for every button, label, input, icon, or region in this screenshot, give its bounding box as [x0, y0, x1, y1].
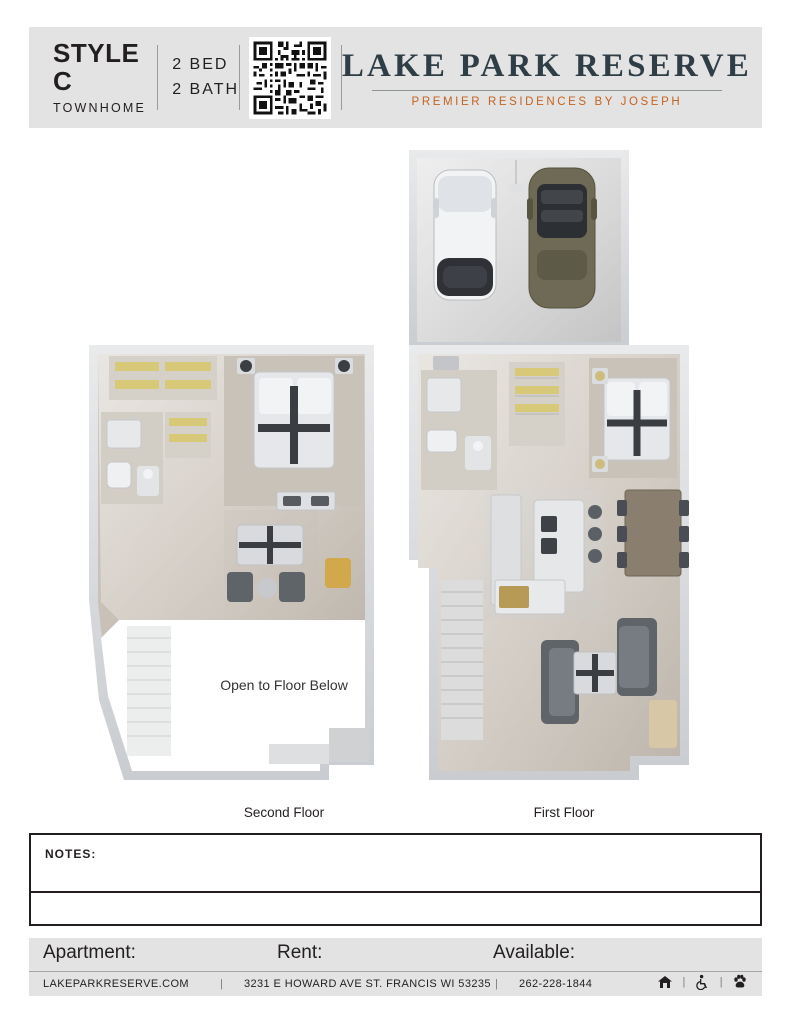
footer-fields [29, 938, 762, 971]
first-floor-closet [509, 362, 565, 446]
notes-divider [31, 891, 760, 893]
accessibility-icon [695, 974, 711, 990]
floor-plan-illustration [29, 140, 762, 830]
qr-code-icon[interactable] [249, 37, 331, 119]
header-bar [29, 27, 762, 128]
brand-rule [372, 90, 722, 91]
footer-contact [29, 972, 762, 996]
qr-block [240, 27, 341, 128]
notes-box[interactable] [29, 833, 762, 926]
style-title: STYLE C [53, 38, 140, 96]
apartment-label: Apartment: [43, 942, 136, 963]
bath-count: 2 BATH [172, 80, 240, 98]
footer-bar [29, 938, 762, 996]
second-floor-label: Second Floor [243, 805, 325, 820]
brand-tagline: PREMIER RESIDENCES BY JOSEPH [411, 95, 683, 108]
brand-block [342, 27, 762, 128]
second-floor-bathroom [101, 412, 163, 504]
second-floor-bedroom [224, 356, 364, 510]
bed-count: 2 BED [172, 55, 229, 73]
style-block [29, 27, 157, 128]
footer-icons [657, 974, 748, 990]
first-floor-bathroom [421, 356, 497, 490]
icon-separator-1: | [682, 976, 686, 988]
phone-number[interactable]: 262-228-1844 [519, 978, 593, 990]
pet-friendly-icon [732, 974, 748, 990]
footer-separator-1: | [220, 978, 224, 990]
footer-separator-2: | [495, 978, 499, 990]
open-to-below-label: Open to Floor Below [220, 677, 348, 693]
rent-label: Rent: [277, 942, 323, 963]
available-label: Available: [493, 942, 576, 963]
bed-bath-block [158, 27, 239, 128]
notes-label: NOTES: [45, 847, 97, 861]
first-floor-label: First Floor [533, 805, 595, 820]
floor-plan-render [29, 140, 762, 830]
address-text: 3231 E HOWARD AVE ST. FRANCIS WI 53235 [244, 978, 491, 990]
first-floor-stairs [441, 580, 483, 740]
style-subtitle: TOWNHOME [53, 100, 147, 115]
dining-area [617, 490, 689, 576]
icon-separator-2: | [719, 976, 723, 988]
equal-housing-icon [657, 974, 673, 990]
first-floor-bedroom [589, 358, 677, 478]
garage-area [409, 150, 629, 350]
brand-name: LAKE PARK RESERVE [341, 47, 752, 84]
website-link[interactable]: LAKEPARKRESERVE.COM [43, 978, 189, 990]
